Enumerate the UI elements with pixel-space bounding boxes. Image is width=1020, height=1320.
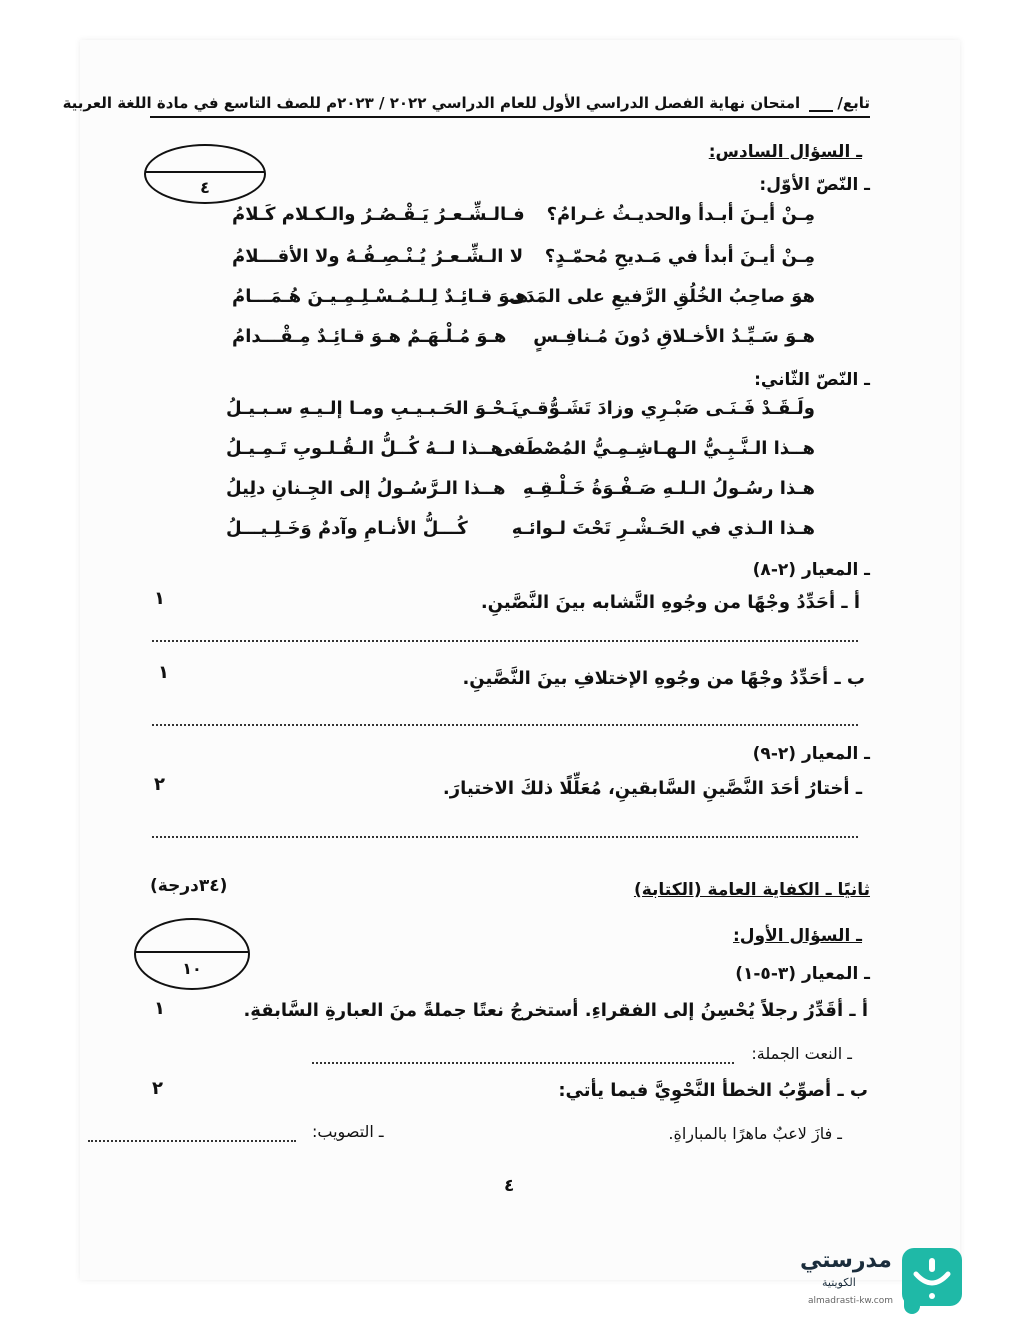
part2-total: (٣٤درجة) [150, 876, 228, 896]
page-number: ٤ [504, 1176, 515, 1196]
criterion-3-5-1: ـ المعيار (٣-٥-١) [735, 964, 870, 984]
header-rule [150, 116, 870, 118]
verse-right: هـوَ سَـيِّـدُ الأخـلاقِ دُونَ مُـنافِـسٍ [533, 326, 815, 347]
header-title: امتحان نهاية الفصل الدراسي الأول للعام الدراسي ٢٠٢٢ / ٢٠٢٣م للصف التاسع في مادة اللغة العربية [62, 94, 801, 112]
verse-left: كُـــلُّ الأنـامِ وآدمٌ وَخَـلِـيـــلُ [226, 518, 468, 539]
verse-right: هوَ صاحِبُ الخُلُقِ الرَّفيعِ على المَدَى [508, 286, 815, 307]
page-header [63, 94, 870, 112]
criterion-2-8: ـ المعيار (٢-٨) [752, 560, 870, 580]
part2-title: ثانيًا ـ الكفاية العامة (الكتابة) [633, 880, 870, 900]
text1-label: ـ النّصّ الأوّل: [759, 175, 870, 195]
answer-line-a[interactable] [152, 640, 858, 642]
part2-question-b: ب ـ أصوِّبُ الخطأ النَّحْوِيَّ فيما يأتي: [558, 1080, 868, 1101]
part2-question-b-mark: ٢ [152, 1078, 163, 1099]
q6-score: ٤ [200, 178, 210, 198]
school-logo-icon [902, 1248, 962, 1306]
answer-line-c[interactable] [152, 836, 858, 838]
brand-name: مدرستي [800, 1248, 892, 1273]
question-b: ب ـ أحَدِّدُ وجْهًا من وجُوهِ الإختلافِ بينَ النَّصَّينِ. [462, 668, 865, 689]
header-blank [809, 96, 833, 112]
verse-right: مِـنْ أيـنَ أبـدأ والحديـثُ غـرامُ؟ [546, 204, 815, 225]
header-prefix: تابع/ [837, 94, 870, 112]
part2-score-oval [134, 918, 250, 990]
q6-title: ـ السؤال السادس: [708, 142, 862, 162]
brand-url: almadrasti-kw.com [808, 1296, 894, 1306]
question-c-mark: ٢ [154, 774, 165, 795]
verse-left: فـالـشِّـعـرُ يَـقْـصُـرُ والـكـلام كَـلامُ [232, 204, 525, 225]
error-sentence: ـ فازَ لاعبٌ ماهرًا بالمباراةِ. [668, 1124, 842, 1143]
adjective-answer-line[interactable] [312, 1062, 734, 1064]
question-c: ـ أختارُ أحَدَ النَّصَّينِ السَّابقينِ، مُعَلِّلًا ذلكَ الاختيارَ. [442, 778, 862, 799]
question-b-mark: ١ [158, 662, 169, 683]
text2-label: ـ النّصّ الثّاني: [754, 370, 870, 390]
q6-score-oval [144, 144, 266, 204]
part2-q1-title: ـ السؤال الأول: [733, 926, 862, 946]
correction-label: ـ التصويب: [312, 1122, 384, 1141]
logo-mark-icon [902, 1248, 962, 1306]
verse-left: هـوَ مُـلْـهَـمٌ هـوَ قـائِـدٌ مِـقْـــدامُ [232, 326, 507, 347]
verse-right: مِـنْ أيـنَ أبدأ في مَـديحِ مُحمّـدٍ؟ [544, 246, 815, 267]
score-divider [146, 171, 264, 173]
verse-right: ولَـقَـدْ فَـنَـى صَبْـرِي وزادَ تَشَـوُّقـي [512, 398, 815, 419]
correction-answer-line[interactable] [88, 1140, 296, 1142]
criterion-2-9: ـ المعيار (٢-٩) [752, 744, 870, 764]
verse-left: هــذا الـرَّسُـولُ إلى الجِـنانِ دلِيلُ [226, 478, 506, 499]
adjective-answer-label: ـ النعت الجملة: [751, 1044, 852, 1063]
question-a: أ ـ أحَدِّدُ وجْهًا من وجُوهِ التَّشابه بينَ النَّصَّينِ. [480, 592, 860, 613]
score-divider [136, 951, 248, 953]
answer-line-b[interactable] [152, 724, 858, 726]
verse-right: هــذا الـنَّـبِـيُّ الـهـاشِـمِـيُّ المُصْطَفى [494, 438, 815, 459]
part2-question-a: أ ـ أقَدِّرُ رجلاً يُحْسِنُ إلى الفقراءِ. أستخرجُ نعتًا جملةً منَ العبارةِ السَّابقةِ. [243, 1000, 868, 1021]
verse-right: هـذا الـذي في الحَـشْـرِ تَحْتَ لـوائـهِ [511, 518, 815, 539]
verse-right: هـذا رسُـولُ الـلـهِ صَـفْـوَةُ خَـلْـقِـهِ [522, 478, 815, 499]
verse-left: هــذا لــهُ كُــلُّ الـقُـلـوبِ تَـمِـيـلُ [226, 438, 503, 459]
brand-sub: الكويتية [822, 1276, 856, 1289]
verse-left: نَـحْـوَ الحَـبـيـبِ ومـا إلـيـهِ سـبـيـلُ [226, 398, 519, 419]
part2-question-a-mark: ١ [154, 998, 165, 1019]
part2-score: ١٠ [182, 959, 202, 979]
verse-left: هـوَ قـائِـدٌ لِـلـمُـسْـلِـمِـيـنَ هُـمَـــامُ [232, 286, 529, 307]
verse-left: لا الـشِّـعـرُ يُـنْـصِـفُـهُ ولا الأقـــلامُ [232, 246, 524, 267]
question-a-mark: ١ [154, 588, 165, 609]
